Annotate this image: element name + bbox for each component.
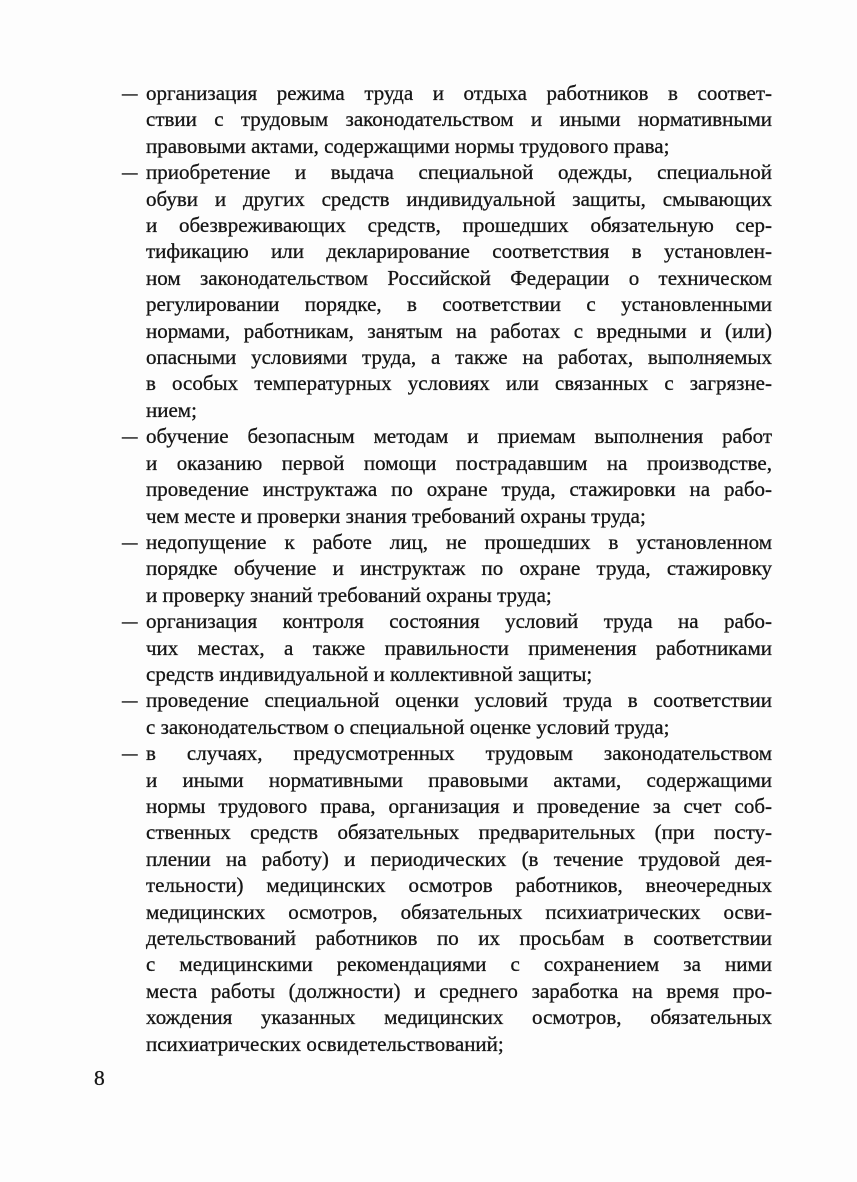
list-item — [122, 740, 772, 1057]
text-line: — недопущение к работе лиц, не прошедших в установленном — [122, 529, 772, 554]
text-line: — проведение специальной оценки условий труда в соответствии — [122, 688, 772, 713]
text-line: нормами, работникам, занятым на работах с вредными и (или) — [146, 318, 772, 343]
text-line: правовыми актами, содержащими нормы трудового права; — [146, 133, 670, 158]
text-line: нормы трудового права, организация и проведение за счет соб- — [146, 793, 772, 818]
text-line: — обучение безопасным методам и приемам выполнения работ — [122, 424, 772, 449]
list-item — [122, 608, 772, 687]
text-line: медицинских осмотров, обязательных психиатрических осви- — [146, 899, 772, 924]
list-item — [122, 159, 772, 423]
text-line: и проверку знаний требований охраны труда; — [146, 582, 552, 607]
text-line: чих местах, а также правильности применения работниками — [146, 635, 772, 660]
text-line: средств индивидуальной и коллективной защиты; — [146, 661, 593, 686]
text-line: нием; — [146, 397, 197, 422]
text-line: обуви и других средств индивидуальной защиты, смывающих — [146, 186, 772, 211]
text-line: ном законодательством Российской Федерации о техническом — [146, 265, 772, 290]
list-item — [122, 687, 772, 740]
dash-bullet-marker: — — [122, 609, 138, 634]
dash-bullet-marker: — — [122, 529, 138, 554]
text-line: проведение инструктажа по охране труда, стажировки на рабо- — [146, 477, 772, 502]
text-line: с медицинскими рекомендациями с сохранением за ними — [146, 952, 772, 977]
text-line: — организация контроля состояния условий труда на рабо- — [122, 609, 772, 634]
text-line: чем месте и проверки знания требований охраны труда; — [146, 503, 646, 528]
dash-bullet-marker: — — [122, 688, 138, 713]
text-line: тификацию или декларирование соответствия в установлен- — [146, 239, 772, 264]
list-item — [122, 423, 772, 529]
text-line: плении на работу) и периодических (в течение трудовой дея- — [146, 846, 772, 871]
text-line: детельствований работников по их просьбам в соответствии — [146, 926, 772, 950]
text-line: и оказанию первой помощи пострадавшим на производстве, — [146, 450, 772, 475]
text-line: места работы (должности) и среднего заработка на время про- — [146, 978, 772, 1003]
text-line: порядке обучение и инструктаж по охране труда, стажировку — [146, 556, 772, 581]
text-line: — в случаях, предусмотренных трудовым законодательством — [122, 741, 772, 766]
dash-bullet-marker: — — [122, 160, 138, 185]
dash-bullet-marker: — — [122, 424, 138, 449]
text-line: в особых температурных условиях или связанных с загрязне- — [146, 371, 772, 396]
page-number: 8 — [94, 1066, 105, 1090]
text-line: — организация режима труда и отдыха работников в соответ- — [122, 81, 772, 105]
text-line: ствии с трудовым законодательством и иными нормативными — [146, 107, 772, 132]
text-line: опасными условиями труда, а также на работах, выполняемых — [146, 345, 772, 370]
text-line: с законодательством о специальной оценке условий труда; — [146, 714, 670, 739]
text-line: регулировании порядке, в соответствии с установленными — [146, 292, 772, 317]
text-line: ственных средств обязательных предварительных (при посту- — [146, 820, 772, 845]
dash-bullet-marker: — — [122, 81, 138, 105]
list-item — [122, 80, 772, 159]
dash-bullet-marker: — — [122, 741, 138, 766]
text-line: психиатрических освидетельствований; — [146, 1031, 504, 1056]
text-line: хождения указанных медицинских осмотров, обязательных — [146, 1005, 772, 1030]
bullet-list — [122, 80, 772, 1057]
text-line: и иными нормативными правовыми актами, содержащими — [146, 767, 772, 792]
text-line: тельности) медицинских осмотров работников, внеочередных — [146, 873, 772, 898]
text-line: — приобретение и выдача специальной одежды, специальной — [122, 160, 772, 185]
text-line: и обезвреживающих средств, прошедших обязательную сер- — [146, 213, 772, 238]
list-item — [122, 529, 772, 608]
